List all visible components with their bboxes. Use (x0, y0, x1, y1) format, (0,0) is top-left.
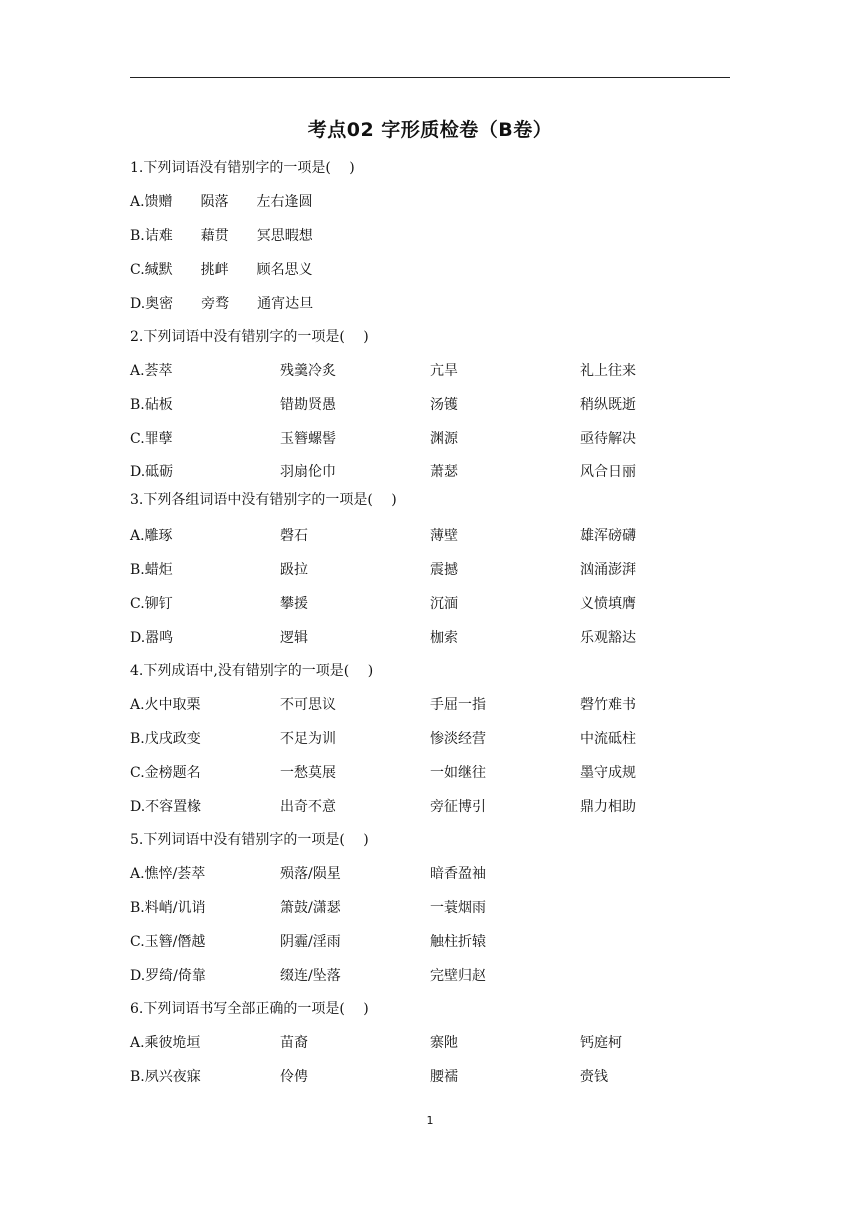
question-2-option-d (130, 461, 730, 481)
question-6-option-b (130, 1066, 730, 1086)
question-4-stem: 4.下列成语中,没有错别字的一项是( ) (130, 663, 374, 679)
option-word: A.荟萃 (130, 363, 173, 379)
option-word: B.蜡炬 (130, 562, 173, 578)
question-1-option-b: B.诘难 藉贯 冥思暇想 (130, 228, 313, 244)
page-number: 1 (426, 1114, 434, 1127)
option-word: B.戊戌政变 (130, 731, 201, 747)
option-word: 手屈一指 (430, 697, 486, 713)
question-5-option-b (130, 897, 730, 917)
option-word: 雄浑磅礴 (580, 528, 636, 544)
page-title: 考点02 字形质检卷（B卷） (307, 119, 553, 141)
option-word: 腰襦 (430, 1069, 458, 1085)
question-2-option-a (130, 360, 730, 380)
option-word: 出奇不意 (280, 799, 336, 815)
option-word: 义愤填膺 (580, 596, 636, 612)
option-word: 亟待解决 (580, 431, 636, 447)
option-word: 中流砥柱 (580, 731, 636, 747)
option-word: 羽扇伦巾 (280, 464, 336, 480)
option-word: D.罗绮/倚靠 (130, 968, 206, 984)
option-word: 伶俜 (280, 1069, 308, 1085)
option-word: 亢旱 (430, 363, 458, 379)
option-word: 旁征博引 (430, 799, 486, 815)
option-word: D.嚣鸣 (130, 630, 174, 646)
option-word: 完壁归赵 (430, 968, 486, 984)
option-word: C.玉簪/僭越 (130, 934, 206, 950)
option-word: 错勘贤愚 (280, 397, 336, 413)
option-word: A.火中取栗 (130, 697, 201, 713)
option-word: 磬石 (280, 528, 308, 544)
option-word: 墨守成规 (580, 765, 636, 781)
option-word: 钙庭柯 (580, 1035, 622, 1051)
question-3-option-d (130, 627, 730, 647)
question-2-stem: 2.下列词语中没有错别字的一项是( ) (130, 329, 369, 345)
option-word: 玉簪螺髻 (280, 431, 336, 447)
option-word: 汹涌澎湃 (580, 562, 636, 578)
option-word: 攀援 (280, 596, 308, 612)
option-word: 阴霾/淫雨 (280, 934, 341, 950)
option-word: 寨阤 (430, 1035, 458, 1051)
option-word: 薄壁 (430, 528, 458, 544)
option-word: 残羹冷炙 (280, 363, 336, 379)
option-word: 箫鼓/潇瑟 (280, 900, 341, 916)
option-word: C.罪孽 (130, 431, 173, 447)
option-word: 鼎力相助 (580, 799, 636, 815)
question-5-stem: 5.下列词语中没有错别字的一项是( ) (130, 832, 369, 848)
header-rule (130, 77, 730, 78)
option-word: 震撼 (430, 562, 458, 578)
question-4-option-b (130, 728, 730, 748)
option-word: 缀连/坠落 (280, 968, 341, 984)
question-1-option-a: A.馈赠 陨落 左右逢圆 (130, 194, 313, 210)
option-word: 苗裔 (280, 1035, 308, 1051)
question-3-option-a (130, 525, 730, 545)
question-4-option-d (130, 796, 730, 816)
option-word: 逻辑 (280, 630, 308, 646)
option-word: 不可思议 (280, 697, 336, 713)
option-word: 萧瑟 (430, 464, 458, 480)
option-word: 渊源 (430, 431, 458, 447)
option-word: 乐观豁达 (580, 630, 636, 646)
option-word: C.金榜题名 (130, 765, 201, 781)
option-word: A.雕琢 (130, 528, 173, 544)
option-word: 枷索 (430, 630, 458, 646)
option-word: 暗香盈袖 (430, 866, 486, 882)
option-word: B.砧板 (130, 397, 173, 413)
question-1-option-c: C.缄默 挑衅 顾名思义 (130, 262, 313, 278)
option-word: 惨淡经营 (430, 731, 486, 747)
option-word: 礼上往来 (580, 363, 636, 379)
option-word: A.憔悴/荟萃 (130, 866, 206, 882)
question-6-option-a (130, 1032, 730, 1052)
option-word: 赍钱 (580, 1069, 608, 1085)
option-word: D.不容置椽 (130, 799, 202, 815)
option-word: 殒落/陨星 (280, 866, 341, 882)
option-word: 沉湎 (430, 596, 458, 612)
question-1-stem: 1.下列词语没有错别字的一项是( ) (130, 160, 355, 176)
question-3-stem: 3.下列各组词语中没有错别字的一项是( ) (130, 492, 397, 508)
question-2-option-b (130, 394, 730, 414)
option-word: 汤镬 (430, 397, 458, 413)
option-word: 一如继往 (430, 765, 486, 781)
option-word: D.砥砺 (130, 464, 174, 480)
question-1-option-d: D.奥密 旁骛 通宵达旦 (130, 296, 314, 312)
option-word: A.乘彼垝垣 (130, 1035, 201, 1051)
question-5-option-c (130, 931, 730, 951)
option-word: B.夙兴夜寐 (130, 1069, 201, 1085)
question-4-option-c (130, 762, 730, 782)
option-word: 风合日丽 (580, 464, 636, 480)
option-word: 一愁莫展 (280, 765, 336, 781)
question-4-option-a (130, 694, 730, 714)
question-6-stem: 6.下列词语书写全部正确的一项是( ) (130, 1001, 369, 1017)
question-3-option-c (130, 593, 730, 613)
option-word: 不足为训 (280, 731, 336, 747)
question-5-option-a (130, 863, 730, 883)
question-2-option-c (130, 428, 730, 448)
option-word: 触柱折辕 (430, 934, 486, 950)
question-5-option-d (130, 965, 730, 985)
option-word: 磬竹难书 (580, 697, 636, 713)
question-3-option-b (130, 559, 730, 579)
option-word: 一蓑烟雨 (430, 900, 486, 916)
option-word: 趿拉 (280, 562, 308, 578)
option-word: B.料峭/讥诮 (130, 900, 206, 916)
option-word: 稍纵既逝 (580, 397, 636, 413)
option-word: C.铆钉 (130, 596, 173, 612)
